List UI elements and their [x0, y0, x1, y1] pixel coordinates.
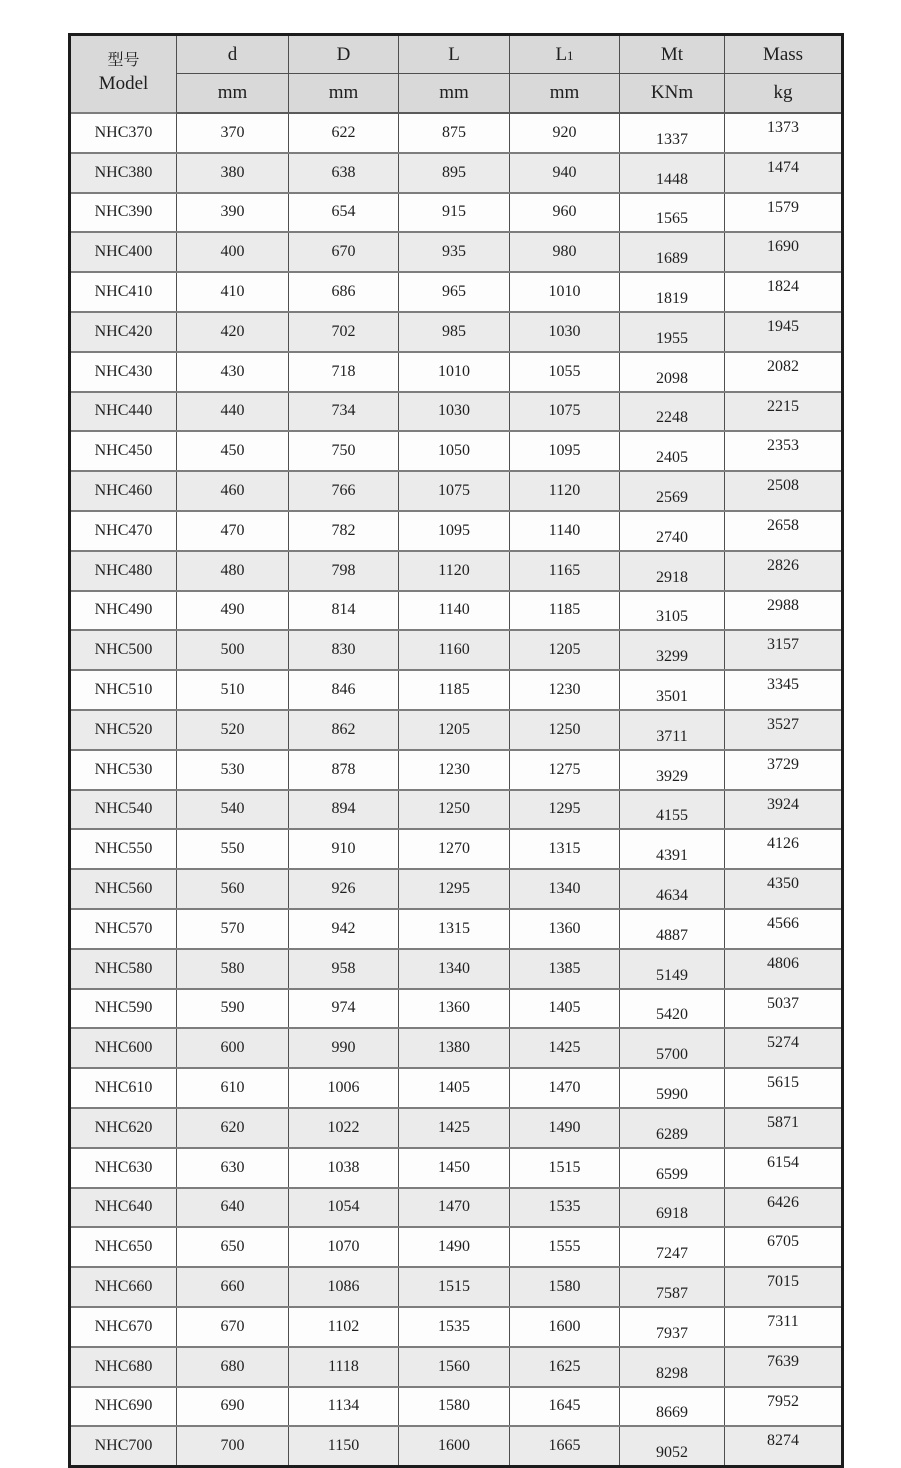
header-unit-Mt: KNm	[620, 74, 725, 114]
cell-L: 1490	[399, 1227, 510, 1267]
cell-L1: 1600	[510, 1307, 620, 1347]
cell-Mt: 6918	[620, 1188, 725, 1228]
model-cell: NHC690	[70, 1387, 177, 1427]
table-row	[70, 989, 843, 1029]
cell-Mass: 4350	[725, 869, 843, 909]
cell-D: 654	[289, 193, 399, 233]
cell-Mt: 5990	[620, 1068, 725, 1108]
table-row	[70, 392, 843, 432]
cell-L: 1315	[399, 909, 510, 949]
cell-d: 400	[177, 232, 289, 272]
model-cell: NHC600	[70, 1028, 177, 1068]
cell-Mass: 4806	[725, 949, 843, 989]
cell-L1: 1295	[510, 790, 620, 830]
cell-L1: 920	[510, 113, 620, 153]
cell-L: 1095	[399, 511, 510, 551]
cell-Mt: 4634	[620, 869, 725, 909]
cell-Mt: 1565	[620, 193, 725, 233]
table-row	[70, 710, 843, 750]
table-row	[70, 113, 843, 153]
cell-L: 1450	[399, 1148, 510, 1188]
table-row	[70, 471, 843, 511]
cell-L1: 1515	[510, 1148, 620, 1188]
cell-L: 1425	[399, 1108, 510, 1148]
model-cell: NHC410	[70, 272, 177, 312]
cell-L1: 1275	[510, 750, 620, 790]
cell-L1: 1425	[510, 1028, 620, 1068]
cell-Mt: 8669	[620, 1387, 725, 1427]
cell-d: 470	[177, 511, 289, 551]
cell-Mass: 2353	[725, 431, 843, 471]
model-cell: NHC540	[70, 790, 177, 830]
cell-Mt: 7587	[620, 1267, 725, 1307]
table-row	[70, 1307, 843, 1347]
cell-Mass: 1579	[725, 193, 843, 233]
table-row	[70, 551, 843, 591]
cell-D: 1006	[289, 1068, 399, 1108]
cell-D: 622	[289, 113, 399, 153]
cell-d: 680	[177, 1347, 289, 1387]
cell-D: 910	[289, 829, 399, 869]
header-unit-D: mm	[289, 74, 399, 114]
cell-d: 420	[177, 312, 289, 352]
cell-d: 620	[177, 1108, 289, 1148]
table-row	[70, 750, 843, 790]
cell-Mt: 1689	[620, 232, 725, 272]
cell-Mass: 2082	[725, 352, 843, 392]
table-row	[70, 312, 843, 352]
cell-D: 1054	[289, 1188, 399, 1228]
cell-L1: 1250	[510, 710, 620, 750]
model-cell: NHC660	[70, 1267, 177, 1307]
cell-L1: 1580	[510, 1267, 620, 1307]
cell-L: 985	[399, 312, 510, 352]
cell-L: 1535	[399, 1307, 510, 1347]
cell-D: 670	[289, 232, 399, 272]
cell-D: 734	[289, 392, 399, 432]
header-col-D: D	[289, 35, 399, 74]
table-row	[70, 670, 843, 710]
cell-Mass: 8274	[725, 1426, 843, 1466]
table-row	[70, 1028, 843, 1068]
cell-L1: 1645	[510, 1387, 620, 1427]
table-row	[70, 1426, 843, 1466]
cell-Mass: 7311	[725, 1307, 843, 1347]
cell-D: 1086	[289, 1267, 399, 1307]
cell-Mass: 1690	[725, 232, 843, 272]
cell-Mass: 2826	[725, 551, 843, 591]
cell-L: 1250	[399, 790, 510, 830]
table-row	[70, 591, 843, 631]
cell-L: 1270	[399, 829, 510, 869]
cell-D: 718	[289, 352, 399, 392]
cell-Mt: 2405	[620, 431, 725, 471]
cell-Mass: 2508	[725, 471, 843, 511]
cell-L: 1380	[399, 1028, 510, 1068]
cell-L1: 1490	[510, 1108, 620, 1148]
table-row	[70, 352, 843, 392]
model-cell: NHC420	[70, 312, 177, 352]
header-col-Mass: Mass	[725, 35, 843, 74]
cell-d: 500	[177, 630, 289, 670]
cell-D: 862	[289, 710, 399, 750]
table-row	[70, 511, 843, 551]
cell-L1: 1010	[510, 272, 620, 312]
header-model-en: Model	[98, 73, 149, 95]
cell-L1: 1120	[510, 471, 620, 511]
cell-L1: 1405	[510, 989, 620, 1029]
cell-L1: 1360	[510, 909, 620, 949]
cell-Mass: 1824	[725, 272, 843, 312]
table-row	[70, 1227, 843, 1267]
model-cell: NHC450	[70, 431, 177, 471]
cell-D: 990	[289, 1028, 399, 1068]
cell-D: 942	[289, 909, 399, 949]
cell-d: 530	[177, 750, 289, 790]
model-cell: NHC530	[70, 750, 177, 790]
model-cell: NHC510	[70, 670, 177, 710]
cell-L1: 1030	[510, 312, 620, 352]
table-row	[70, 909, 843, 949]
cell-d: 700	[177, 1426, 289, 1466]
cell-d: 560	[177, 869, 289, 909]
cell-Mt: 2740	[620, 511, 725, 551]
cell-d: 600	[177, 1028, 289, 1068]
cell-d: 640	[177, 1188, 289, 1228]
cell-D: 814	[289, 591, 399, 631]
cell-D: 782	[289, 511, 399, 551]
cell-L: 1010	[399, 352, 510, 392]
cell-L: 1560	[399, 1347, 510, 1387]
table-row	[70, 232, 843, 272]
cell-L: 1295	[399, 869, 510, 909]
cell-d: 520	[177, 710, 289, 750]
table-row	[70, 1347, 843, 1387]
cell-Mass: 4566	[725, 909, 843, 949]
cell-L: 895	[399, 153, 510, 193]
cell-L1: 940	[510, 153, 620, 193]
cell-Mass: 7952	[725, 1387, 843, 1427]
cell-L1: 1185	[510, 591, 620, 631]
header-col-L1-base: L	[555, 43, 568, 65]
model-cell: NHC390	[70, 193, 177, 233]
cell-d: 380	[177, 153, 289, 193]
cell-D: 894	[289, 790, 399, 830]
model-cell: NHC560	[70, 869, 177, 909]
model-cell: NHC440	[70, 392, 177, 432]
header-row-units	[70, 74, 843, 114]
cell-d: 410	[177, 272, 289, 312]
cell-L: 965	[399, 272, 510, 312]
cell-L1: 1075	[510, 392, 620, 432]
table-row	[70, 790, 843, 830]
cell-Mass: 6426	[725, 1188, 843, 1228]
cell-d: 370	[177, 113, 289, 153]
cell-Mt: 7937	[620, 1307, 725, 1347]
table-row	[70, 630, 843, 670]
table-row	[70, 869, 843, 909]
cell-d: 650	[177, 1227, 289, 1267]
cell-L: 1120	[399, 551, 510, 591]
model-cell: NHC640	[70, 1188, 177, 1228]
cell-Mass: 7015	[725, 1267, 843, 1307]
cell-d: 450	[177, 431, 289, 471]
table-row	[70, 431, 843, 471]
cell-Mass: 3527	[725, 710, 843, 750]
cell-Mt: 8298	[620, 1347, 725, 1387]
cell-Mass: 5274	[725, 1028, 843, 1068]
cell-d: 430	[177, 352, 289, 392]
cell-Mt: 9052	[620, 1426, 725, 1466]
table-row	[70, 1188, 843, 1228]
cell-d: 490	[177, 591, 289, 631]
cell-D: 846	[289, 670, 399, 710]
cell-Mt: 4391	[620, 829, 725, 869]
cell-L: 1515	[399, 1267, 510, 1307]
model-cell: NHC700	[70, 1426, 177, 1466]
cell-L1: 960	[510, 193, 620, 233]
cell-d: 480	[177, 551, 289, 591]
cell-L1: 1385	[510, 949, 620, 989]
cell-L1: 1555	[510, 1227, 620, 1267]
cell-Mt: 2248	[620, 392, 725, 432]
cell-Mass: 2215	[725, 392, 843, 432]
cell-Mass: 7639	[725, 1347, 843, 1387]
cell-Mt: 1337	[620, 113, 725, 153]
cell-Mt: 2098	[620, 352, 725, 392]
cell-L: 1580	[399, 1387, 510, 1427]
model-cell: NHC400	[70, 232, 177, 272]
cell-d: 670	[177, 1307, 289, 1347]
model-cell: NHC430	[70, 352, 177, 392]
cell-L1: 980	[510, 232, 620, 272]
cell-L: 1205	[399, 710, 510, 750]
cell-D: 1102	[289, 1307, 399, 1347]
cell-L1: 1205	[510, 630, 620, 670]
cell-Mass: 1373	[725, 113, 843, 153]
spec-table	[68, 33, 844, 1468]
cell-d: 580	[177, 949, 289, 989]
model-cell: NHC590	[70, 989, 177, 1029]
table-row	[70, 1387, 843, 1427]
table-row	[70, 1068, 843, 1108]
cell-Mt: 2569	[620, 471, 725, 511]
cell-d: 570	[177, 909, 289, 949]
cell-d: 550	[177, 829, 289, 869]
cell-Mt: 7247	[620, 1227, 725, 1267]
cell-d: 630	[177, 1148, 289, 1188]
model-cell: NHC380	[70, 153, 177, 193]
table-body	[70, 113, 843, 1467]
cell-d: 510	[177, 670, 289, 710]
cell-Mass: 6705	[725, 1227, 843, 1267]
table-row	[70, 949, 843, 989]
cell-L1: 1665	[510, 1426, 620, 1466]
model-cell: NHC460	[70, 471, 177, 511]
cell-L: 1160	[399, 630, 510, 670]
cell-Mass: 6154	[725, 1148, 843, 1188]
header-unit-Mass: kg	[725, 74, 843, 114]
cell-Mass: 1474	[725, 153, 843, 193]
cell-L: 1405	[399, 1068, 510, 1108]
cell-D: 798	[289, 551, 399, 591]
cell-Mt: 3105	[620, 591, 725, 631]
cell-D: 750	[289, 431, 399, 471]
header-unit-L: mm	[399, 74, 510, 114]
cell-L1: 1095	[510, 431, 620, 471]
cell-L: 1185	[399, 670, 510, 710]
cell-d: 690	[177, 1387, 289, 1427]
cell-Mt: 1955	[620, 312, 725, 352]
cell-L1: 1055	[510, 352, 620, 392]
cell-D: 830	[289, 630, 399, 670]
table-row	[70, 153, 843, 193]
table-row	[70, 272, 843, 312]
cell-Mt: 5700	[620, 1028, 725, 1068]
model-cell: NHC570	[70, 909, 177, 949]
cell-L: 1030	[399, 392, 510, 432]
cell-D: 974	[289, 989, 399, 1029]
model-cell: NHC490	[70, 591, 177, 631]
cell-Mass: 3924	[725, 790, 843, 830]
cell-L: 1050	[399, 431, 510, 471]
cell-L: 935	[399, 232, 510, 272]
cell-L: 1140	[399, 591, 510, 631]
table-row	[70, 1148, 843, 1188]
header-col-d: d	[177, 35, 289, 74]
cell-Mt: 3501	[620, 670, 725, 710]
cell-L: 1230	[399, 750, 510, 790]
header-col-L1-sub: 1	[567, 47, 574, 63]
model-cell: NHC550	[70, 829, 177, 869]
cell-L1: 1625	[510, 1347, 620, 1387]
cell-Mass: 4126	[725, 829, 843, 869]
cell-d: 540	[177, 790, 289, 830]
model-cell: NHC480	[70, 551, 177, 591]
cell-Mt: 1448	[620, 153, 725, 193]
cell-L1: 1470	[510, 1068, 620, 1108]
table-row	[70, 1267, 843, 1307]
model-cell: NHC500	[70, 630, 177, 670]
cell-Mt: 5420	[620, 989, 725, 1029]
cell-Mass: 1945	[725, 312, 843, 352]
cell-Mass: 5871	[725, 1108, 843, 1148]
header-unit-L1: mm	[510, 74, 620, 114]
cell-D: 1150	[289, 1426, 399, 1466]
cell-L: 1470	[399, 1188, 510, 1228]
cell-Mass: 5615	[725, 1068, 843, 1108]
cell-d: 610	[177, 1068, 289, 1108]
cell-D: 1070	[289, 1227, 399, 1267]
cell-Mt: 4887	[620, 909, 725, 949]
cell-L: 875	[399, 113, 510, 153]
model-cell: NHC680	[70, 1347, 177, 1387]
cell-D: 638	[289, 153, 399, 193]
model-cell: NHC670	[70, 1307, 177, 1347]
cell-D: 702	[289, 312, 399, 352]
cell-Mt: 4155	[620, 790, 725, 830]
table-row	[70, 1108, 843, 1148]
cell-D: 926	[289, 869, 399, 909]
header-row-names	[70, 35, 843, 74]
cell-Mass: 3345	[725, 670, 843, 710]
model-cell: NHC520	[70, 710, 177, 750]
cell-Mt: 3929	[620, 750, 725, 790]
header-model	[70, 35, 177, 114]
cell-Mt: 6599	[620, 1148, 725, 1188]
cell-L: 1600	[399, 1426, 510, 1466]
cell-L: 1360	[399, 989, 510, 1029]
header-col-L1	[510, 35, 620, 74]
cell-L1: 1140	[510, 511, 620, 551]
cell-Mt: 6289	[620, 1108, 725, 1148]
cell-Mt: 3299	[620, 630, 725, 670]
cell-L1: 1230	[510, 670, 620, 710]
cell-d: 460	[177, 471, 289, 511]
cell-D: 1118	[289, 1347, 399, 1387]
model-cell: NHC610	[70, 1068, 177, 1108]
header-unit-d: mm	[177, 74, 289, 114]
model-cell: NHC630	[70, 1148, 177, 1188]
cell-Mt: 2918	[620, 551, 725, 591]
cell-Mt: 1819	[620, 272, 725, 312]
model-cell: NHC580	[70, 949, 177, 989]
cell-Mass: 3157	[725, 630, 843, 670]
header-col-L: L	[399, 35, 510, 74]
cell-D: 686	[289, 272, 399, 312]
model-cell: NHC370	[70, 113, 177, 153]
cell-d: 660	[177, 1267, 289, 1307]
cell-D: 958	[289, 949, 399, 989]
cell-L1: 1535	[510, 1188, 620, 1228]
cell-d: 440	[177, 392, 289, 432]
cell-L1: 1315	[510, 829, 620, 869]
model-cell: NHC620	[70, 1108, 177, 1148]
cell-L1: 1165	[510, 551, 620, 591]
cell-Mt: 3711	[620, 710, 725, 750]
cell-Mass: 2658	[725, 511, 843, 551]
cell-d: 590	[177, 989, 289, 1029]
cell-L: 915	[399, 193, 510, 233]
table-header	[70, 35, 843, 114]
cell-D: 1022	[289, 1108, 399, 1148]
cell-D: 1038	[289, 1148, 399, 1188]
table-row	[70, 193, 843, 233]
cell-D: 878	[289, 750, 399, 790]
cell-Mass: 5037	[725, 989, 843, 1029]
model-cell: NHC650	[70, 1227, 177, 1267]
header-model-cn: 型号	[107, 52, 140, 70]
header-col-Mt: Mt	[620, 35, 725, 74]
cell-Mass: 2988	[725, 591, 843, 631]
cell-d: 390	[177, 193, 289, 233]
cell-L: 1340	[399, 949, 510, 989]
cell-L1: 1340	[510, 869, 620, 909]
model-cell: NHC470	[70, 511, 177, 551]
cell-L: 1075	[399, 471, 510, 511]
cell-D: 1134	[289, 1387, 399, 1427]
cell-D: 766	[289, 471, 399, 511]
cell-Mt: 5149	[620, 949, 725, 989]
cell-Mass: 3729	[725, 750, 843, 790]
table-row	[70, 829, 843, 869]
